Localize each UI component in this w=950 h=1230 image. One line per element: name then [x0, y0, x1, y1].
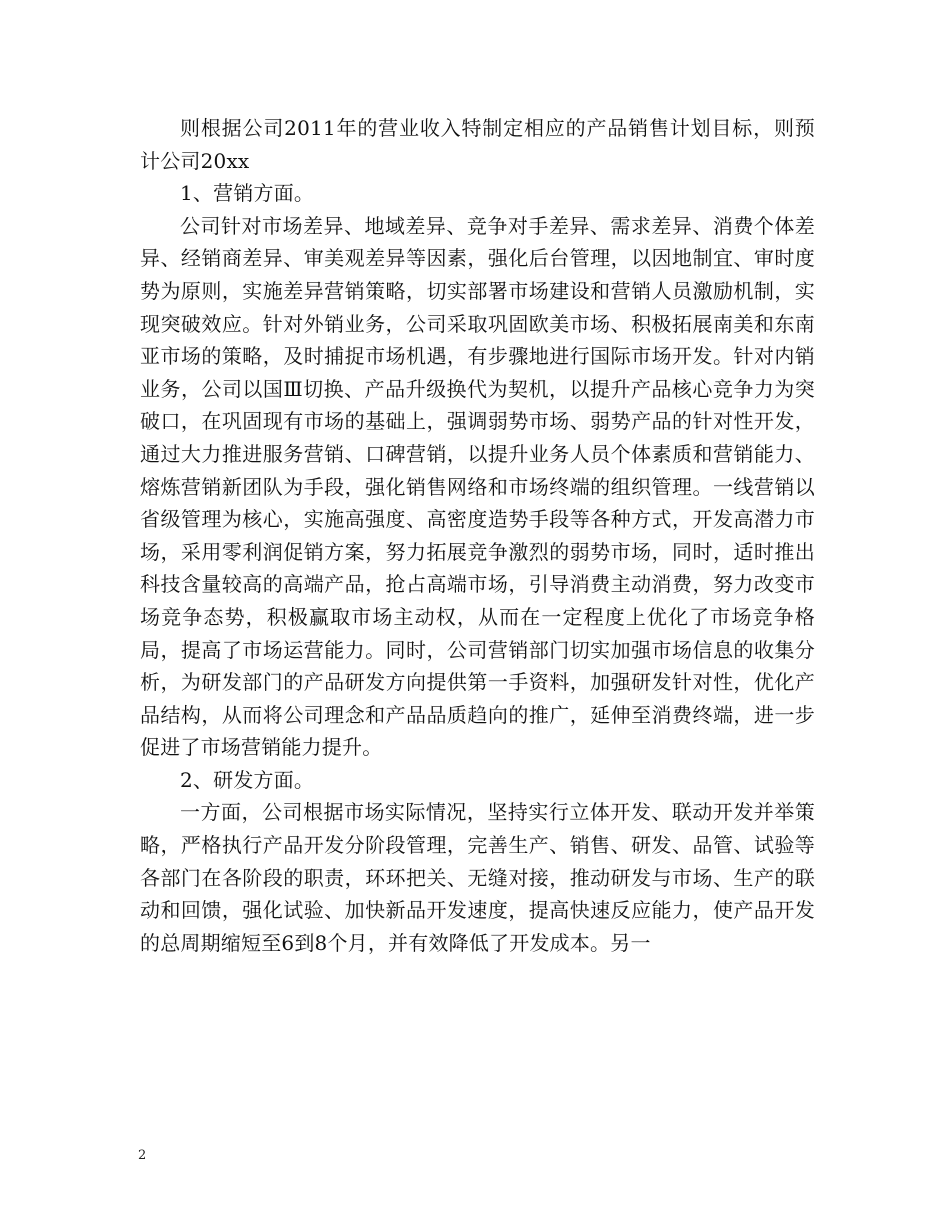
paragraph-rnd: 一方面，公司根据市场实际情况，坚持实行立体开发、联动开发并举策略，严格执行产品开发分阶段管理，完善生产、销售、研发、品管、试验等各部门在各阶段的职责，环环把关、无缝对接，推动研发与市场、生产的联动和回馈，强化试验、加快新品开发速度，提高快速反应能力，使产品开发的总周期缩短至6到8个月，并有效降低了开发成本。另一	[140, 800, 815, 955]
paragraph-intro: 则根据公司2011年的营业收入特制定相应的产品销售计划目标，则预计公司20xx	[140, 116, 815, 173]
paragraph-marketing: 公司针对市场差异、地域差异、竞争对手差异、需求差异、消费个体差异、经销商差异、审美观差异等因素，强化后台管理，以因地制宜、审时度势为原则，实施差异营销策略，切实部署市场建设和营销人员激励机制，实现突破效应。针对外销业务，公司采取巩固欧美市场、积极拓展南美和东南亚市场的策略，及时捕捉市场机遇，有步骤地进行国际市场开发。针对内销业务，公司以国Ⅲ切换、产品升级换代为契机，以提升产品核心竞争力为突破口，在巩固现有市场的基础上，强调弱势市场、弱势产品的针对性开发，通过大力推进服务营销、口碑营销，以提升业务人员个体素质和营销能力、熔炼营销新团队为手段，强化销售网络和市场终端的组织管理。一线营销以省级管理为核心，实施高强度、高密度造势手段等各种方式，开发高潜力市场，采用零利润促销方案，努力拓展竞争激烈的弱势市场，同时，适时推出科技含量较高的高端产品，抢占高端市场，引导消费主动消费，努力改变市场竞争态势，积极赢取市场主动权，从而在一定程度上优化了市场竞争格局，提高了市场运营能力。同时，公司营销部门切实加强市场信息的收集分析，为研发部门的产品研发方向提供第一手资料，加强研发针对性，优化产品结构，从而将公司理念和产品品质趋向的推广，延伸至消费终端，进一步促进了市场营销能力提升。	[140, 213, 815, 760]
section-heading-marketing: 1、营销方面。	[180, 181, 315, 206]
section-heading-rnd: 2、研发方面。	[180, 767, 315, 792]
document-body	[140, 112, 815, 959]
page-number: 2	[138, 1148, 147, 1163]
